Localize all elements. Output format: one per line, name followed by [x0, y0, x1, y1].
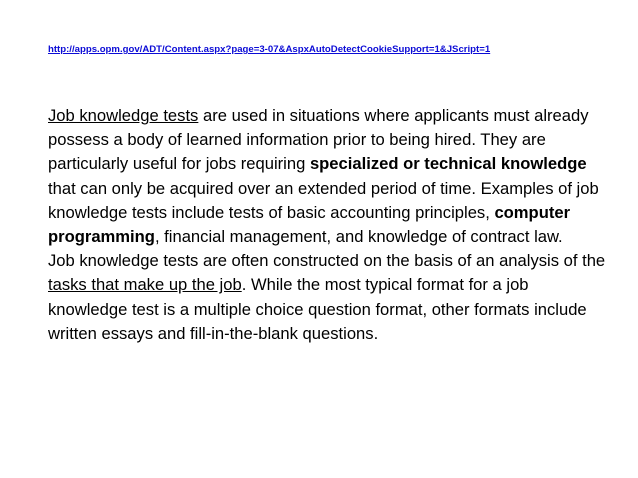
job-knowledge-tests-link[interactable]: Job knowledge tests: [48, 106, 199, 125]
paragraph1-text-3: , financial management, and knowledge of contract law.: [154, 227, 563, 247]
specialized-knowledge-bold: specialized or technical knowledge: [309, 154, 587, 174]
paragraph1-text-1: are used in situations where applicants must already possess a body of learned information prior to being hired. They are particularly useful for jobs requiring: [48, 106, 589, 174]
paragraph2-text-1: Job knowledge tests are often constructed on the basis of an analysis of the: [48, 251, 606, 271]
paragraph-test-construction: [48, 249, 608, 346]
paragraph1-text-2: that can only be acquired over an extended period of time. Examples of job knowledge tests include tests of basic accounting principles,: [48, 178, 599, 222]
computer-programming-bold: computer programming: [48, 202, 571, 247]
paragraph2-text-2: . While the most typical format for a job knowledge test is a multiple choice question format, other formats include written essays and fill-in-the-blank questions.: [48, 275, 587, 343]
tasks-job-link[interactable]: tasks that make up the job: [48, 275, 242, 295]
source-url-link[interactable]: http://apps.opm.gov/ADT/Content.aspx?page=3-07&AspxAutoDetectCookieSupport=1&JScript=1: [48, 44, 491, 55]
paragraph-job-knowledge-tests: [48, 104, 608, 249]
body-text: [48, 104, 608, 346]
